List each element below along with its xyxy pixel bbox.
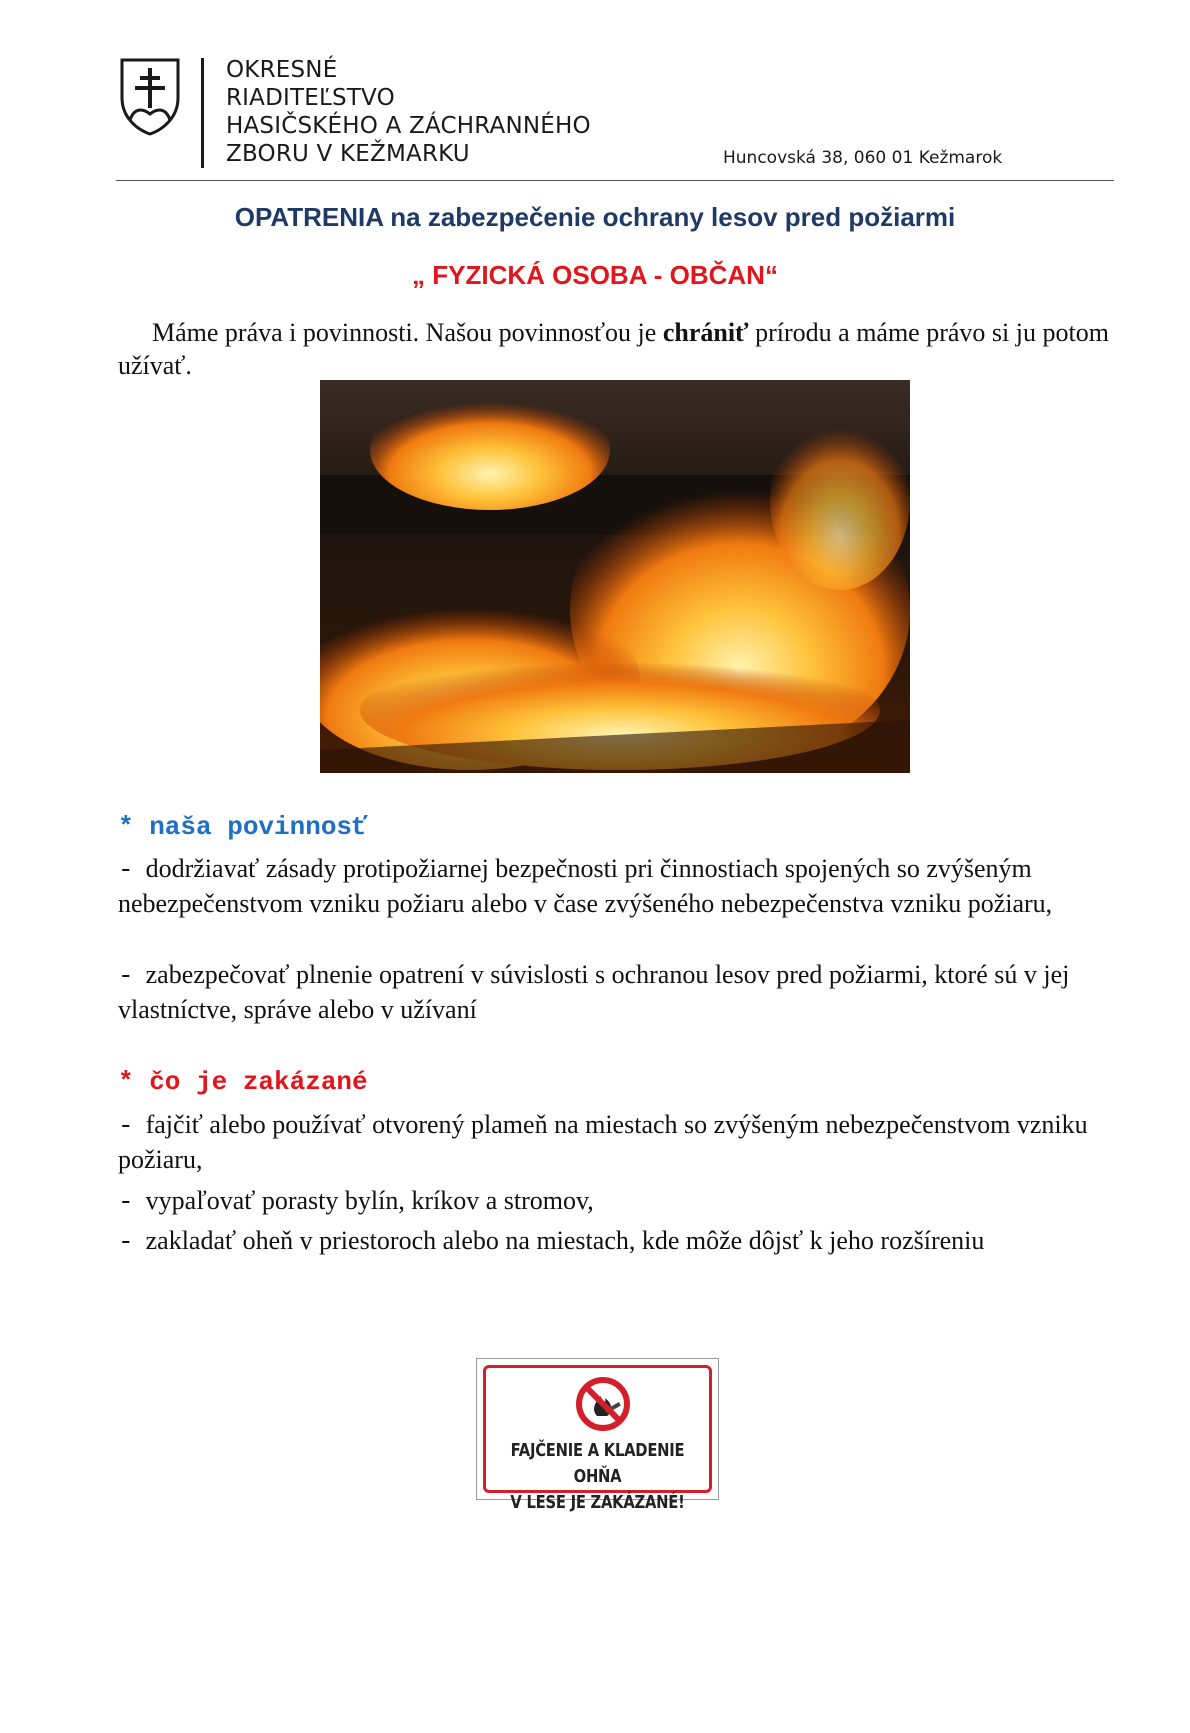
duty-heading: * naša povinnosť: [118, 812, 368, 842]
banned-item: - fajčiť alebo používať otvorený plameň na miestach so zvýšeným nebezpečenstvom vzniku požiaru,: [118, 1110, 1088, 1174]
banned-heading: * čo je zakázané: [118, 1067, 368, 1097]
intro-text: prírodu a máme právo si ju potom užívať.: [118, 318, 1109, 380]
forest-fire-image: [320, 380, 910, 773]
banned-item: - zakladať oheň v priestoroch alebo na miestach, kde môže dôjsť k jeho rozšíreniu: [118, 1226, 985, 1257]
header-divider: [116, 180, 1114, 181]
org-line: HASIČSKÉHO A ZÁCHRANNÉHO: [226, 113, 591, 139]
org-line: OKRESNÉ: [226, 57, 338, 83]
sign-line: FAJČENIE A KLADENIE OHŇA: [510, 1440, 685, 1487]
banned-item: - vypaľovať porasty bylín, kríkov a stromov,: [118, 1186, 594, 1217]
no-fire-icon: [571, 1376, 635, 1432]
address: Huncovská 38, 060 01 Kežmarok: [723, 148, 1003, 168]
coat-of-arms-icon: [118, 58, 182, 136]
warning-sign: [476, 1358, 719, 1513]
intro-bold: chrániť: [662, 318, 749, 347]
sign-line: V LESE JE ZAKÁZANÉ!: [510, 1492, 685, 1513]
intro-paragraph: [118, 316, 1118, 382]
org-line: ZBORU V KEŽMARKU: [226, 141, 470, 167]
document-title: OPATRENIA na zabezpečenie ochrany lesov pred požiarmi: [234, 202, 956, 232]
duty-item-text: zabezpečovať plnenie opatrení v súvislosti s ochranou lesov pred požiarmi, ktoré sú v jej vlastníctve, správe alebo v užívaní: [118, 960, 1070, 1024]
duty-item: - dodržiavať zásady protipožiarnej bezpečnosti pri činnostiach spojených so zvýšeným nebezpečenstvom vzniku požiaru alebo v čase zvýšeného nebezpečenstva vzniku požiaru,: [118, 854, 1053, 918]
duty-item-text: dodržiavať zásady protipožiarnej bezpečnosti pri činnostiach spojených so zvýšeným nebezpečenstvom vzniku požiaru alebo v čase zvýšeného nebezpečenstva vzniku požiaru,: [118, 854, 1053, 918]
intro-text: Máme práva i povinnosti. Našou povinnosťou je: [152, 318, 663, 347]
duty-item: - zabezpečovať plnenie opatrení v súvislosti s ochranou lesov pred požiarmi, ktoré sú v jej vlastníctve, správe alebo v užívaní: [118, 960, 1070, 1024]
logo-divider: [201, 58, 204, 168]
org-line: RIADITEĽSTVO: [226, 85, 395, 111]
banned-item-text: zakladať oheň v priestoroch alebo na miestach, kde môže dôjsť k jeho rozšíreniu: [145, 1226, 985, 1255]
sign-border: [483, 1365, 712, 1513]
document-subtitle: „ FYZICKÁ OSOBA - OBČAN“: [412, 260, 778, 290]
banned-item-text: fajčiť alebo používať otvorený plameň na miestach so zvýšeným nebezpečenstvom vzniku požiaru,: [118, 1110, 1088, 1174]
sign-text: [506, 1438, 689, 1516]
organization-name: [226, 56, 591, 168]
banned-item-text: vypaľovať porasty bylín, kríkov a stromov,: [145, 1186, 594, 1215]
